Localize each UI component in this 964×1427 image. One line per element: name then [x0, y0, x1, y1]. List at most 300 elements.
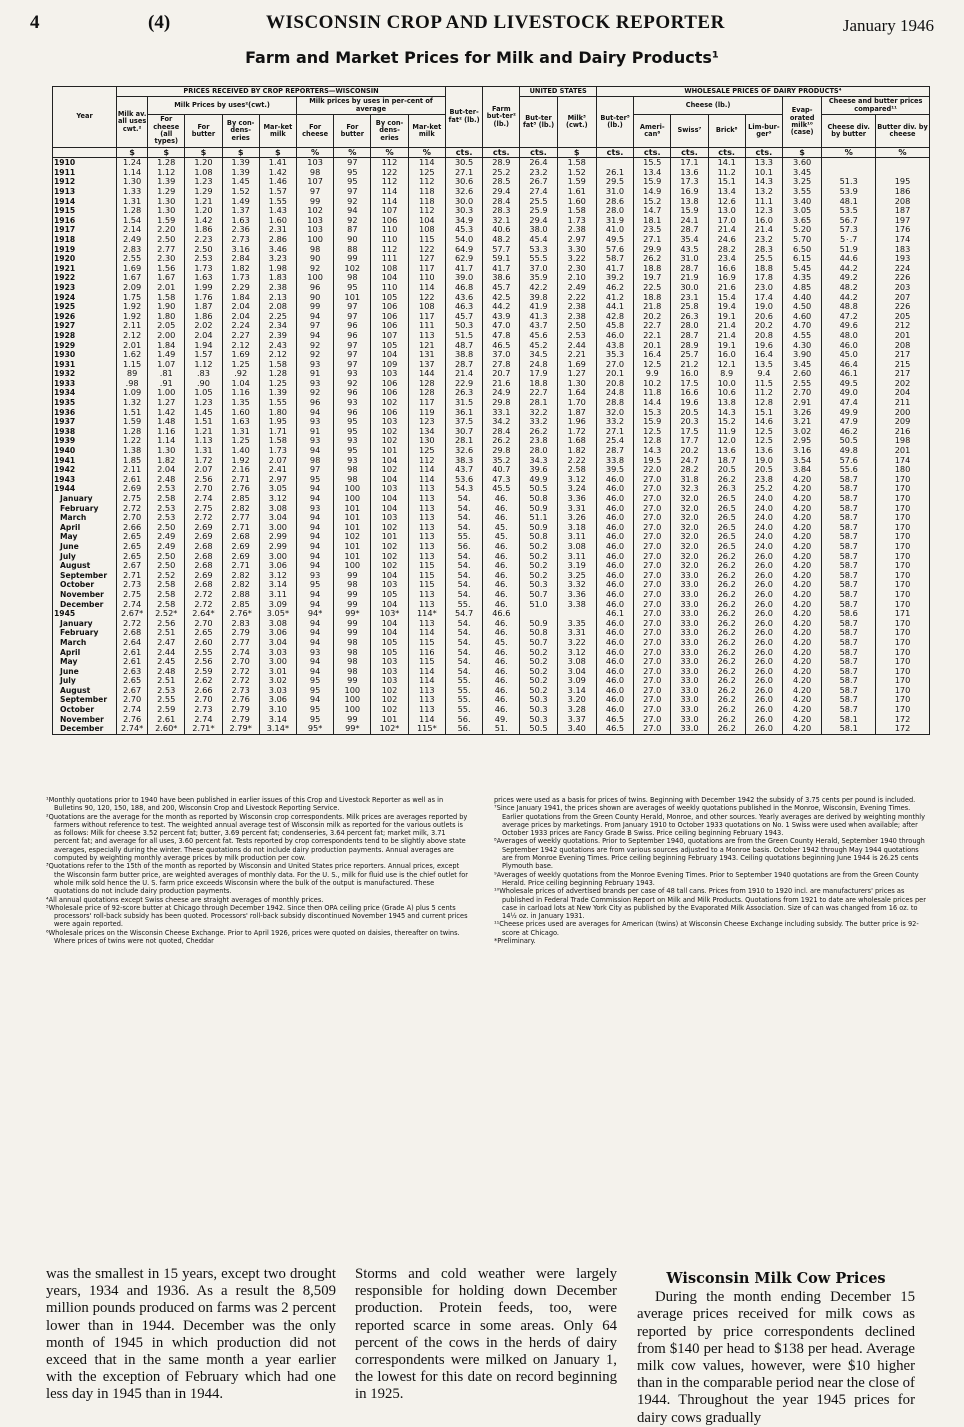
table-cell: 58.7: [596, 254, 633, 264]
table-cell: 19.6: [745, 341, 782, 351]
table-cell: 46.0: [596, 638, 633, 648]
price-table-body: [53, 147, 930, 734]
table-cell: 1.28: [148, 158, 185, 168]
table-cell: 46.: [483, 513, 520, 523]
table-cell: 106: [371, 379, 408, 389]
table-cell: 54.7: [445, 609, 482, 619]
table-cell: 88: [334, 245, 371, 255]
table-cell: 2.79*: [222, 724, 259, 734]
table-cell: 16.4: [634, 350, 671, 360]
table-cell: 58.7: [822, 580, 876, 590]
table-cell: 4.20: [783, 494, 822, 504]
table-cell: 2.04: [148, 465, 185, 475]
row-label: [53, 147, 117, 158]
table-cell: 46.0: [596, 532, 633, 542]
table-cell: 1.59: [117, 417, 148, 427]
table-cell: 89: [117, 369, 148, 379]
table-cell: 44.2: [483, 302, 520, 312]
table-cell: 50.9: [520, 523, 557, 533]
table-cell: cts.: [671, 147, 708, 158]
table-cell: 58.7: [822, 686, 876, 696]
table-cell: 170: [876, 571, 930, 581]
table-cell: 54.: [445, 552, 482, 562]
table-cell: 46.0: [596, 590, 633, 600]
table-cell: 26.2: [708, 638, 745, 648]
table-cell: 1.69: [117, 264, 148, 274]
table-cell: 26.0: [745, 715, 782, 725]
table-cell: 3.16: [222, 245, 259, 255]
table-cell: 3.08: [557, 542, 596, 552]
table-cell: 2.01: [148, 283, 185, 293]
table-cell: 20.8: [745, 331, 782, 341]
table-cell: 1.58: [557, 206, 596, 216]
table-cell: 16.6: [671, 388, 708, 398]
table-row: [53, 235, 930, 245]
table-cell: 97: [297, 187, 334, 197]
header-farm-butter: Farm but-ter² (lb.): [483, 87, 520, 148]
table-cell: 12.8: [745, 398, 782, 408]
table-cell: 1.73: [259, 446, 296, 456]
table-cell: 12.5: [634, 427, 671, 437]
table-cell: 1.45: [222, 177, 259, 187]
table-cell: 1.39: [222, 158, 259, 168]
table-cell: 170: [876, 532, 930, 542]
table-cell: 57.7: [483, 245, 520, 255]
table-cell: 12.5: [634, 360, 671, 370]
table-cell: 35.2: [483, 456, 520, 466]
table-cell: 2.75: [185, 504, 222, 514]
table-cell: 28.1: [520, 398, 557, 408]
table-cell: 4.30: [783, 341, 822, 351]
table-cell: 2.71: [222, 561, 259, 571]
table-cell: 94: [297, 312, 334, 322]
table-cell: 2.66: [117, 523, 148, 533]
table-cell: 46.: [483, 695, 520, 705]
table-cell: 107: [371, 206, 408, 216]
table-cell: 22.7: [634, 321, 671, 331]
table-cell: 28.9: [483, 158, 520, 168]
header-condenseries-pct: By con-dens-eries: [371, 115, 408, 148]
table-cell: 2.30: [557, 264, 596, 274]
table-cell: 27.1: [596, 427, 633, 437]
table-cell: 93: [297, 504, 334, 514]
table-cell: 26.2: [634, 254, 671, 264]
table-cell: 104: [371, 494, 408, 504]
table-cell: 21.4: [708, 225, 745, 235]
table-cell: 46.0: [596, 523, 633, 533]
table-cell: 1.70: [557, 398, 596, 408]
table-cell: 51.: [483, 724, 520, 734]
table-cell: 46.2: [822, 427, 876, 437]
table-cell: 28.0: [596, 206, 633, 216]
table-cell: 26.0: [745, 667, 782, 677]
table-cell: 55.6: [822, 465, 876, 475]
table-cell: 2.23: [185, 235, 222, 245]
row-label: May: [53, 532, 117, 542]
table-cell: 13.5: [745, 360, 782, 370]
table-cell: 2.97: [259, 475, 296, 485]
table-cell: 2.49: [148, 542, 185, 552]
table-cell: 1.00: [148, 388, 185, 398]
table-cell: 176: [876, 225, 930, 235]
table-cell: 39.0: [445, 273, 482, 283]
table-cell: 51.0: [520, 600, 557, 610]
table-cell: 102: [371, 465, 408, 475]
table-cell: 14.7: [634, 206, 671, 216]
table-cell: 2.58: [148, 494, 185, 504]
table-cell: 2.11: [117, 321, 148, 331]
table-cell: 11.2: [708, 168, 745, 178]
table-cell: 2.60: [783, 369, 822, 379]
table-cell: 1.31: [185, 446, 222, 456]
table-cell: 46.0: [596, 657, 633, 667]
row-label: November: [53, 590, 117, 600]
table-cell: 113: [408, 542, 445, 552]
table-row: [53, 312, 930, 322]
table-cell: 2.71: [222, 523, 259, 533]
table-cell: 1.45: [185, 408, 222, 418]
header-swiss: Swiss⁷: [671, 115, 708, 148]
table-cell: 55.: [445, 676, 482, 686]
table-cell: 170: [876, 484, 930, 494]
table-cell: 114: [408, 715, 445, 725]
table-cell: 98: [297, 168, 334, 178]
table-cell: 2.31: [259, 225, 296, 235]
table-row: [53, 197, 930, 207]
table-cell: 50.9: [520, 504, 557, 514]
table-cell: 32.0: [671, 523, 708, 533]
table-cell: 97: [334, 312, 371, 322]
table-cell: 1.30: [148, 197, 185, 207]
table-cell: 170: [876, 628, 930, 638]
table-cell: 58.7: [822, 590, 876, 600]
table-cell: 35.3: [596, 350, 633, 360]
table-cell: 46.0: [596, 494, 633, 504]
table-cell: 46.: [483, 657, 520, 667]
table-cell: 95: [297, 676, 334, 686]
table-cell: 2.13: [259, 293, 296, 303]
table-cell: 49.5: [822, 379, 876, 389]
table-cell: 2.34: [259, 321, 296, 331]
table-cell: 27.0: [634, 532, 671, 542]
table-cell: 2.85: [222, 600, 259, 610]
table-cell: 106: [371, 321, 408, 331]
table-cell: 27.0: [634, 705, 671, 715]
table-cell: 97: [334, 350, 371, 360]
table-cell: 101: [371, 446, 408, 456]
footnotes-right: [494, 796, 930, 945]
table-row: [53, 187, 930, 197]
table-cell: 46.0: [822, 341, 876, 351]
table-cell: 28.3: [745, 245, 782, 255]
table-cell: 98: [297, 245, 334, 255]
table-cell: 46.0: [596, 513, 633, 523]
table-cell: 2.72: [222, 667, 259, 677]
table-cell: 14.3: [634, 446, 671, 456]
table-cell: 2.58: [148, 590, 185, 600]
table-cell: 1.51: [117, 408, 148, 418]
table-cell: 2.82: [222, 504, 259, 514]
table-cell: 93: [297, 436, 334, 446]
table-cell: 3.08: [259, 504, 296, 514]
table-cell: 3.30: [557, 245, 596, 255]
table-cell: 26.2: [708, 609, 745, 619]
footnote: ⁷Since January 1941, the prices shown are averages of weekly quotations published in the Monroe, Wisconsin, Evening Times. Earlier quotations from the Green County Herald, Monroe, and other sources. Yearly averages are derived by weighting monthly average prices by marketings. From January 1910 to October 1933 quotations on No. 1 Swiss were used when available; after October 1933 prices are Fancy Grade B Swiss. Price ceiling beginning February 1943.: [494, 804, 925, 838]
table-cell: 50.8: [520, 628, 557, 638]
row-label: 1923: [53, 283, 117, 293]
table-cell: 10.1: [745, 168, 782, 178]
table-cell: 1.58: [259, 436, 296, 446]
table-cell: 1.60: [259, 216, 296, 226]
table-cell: 23.0: [745, 283, 782, 293]
table-cell: 45.2: [520, 341, 557, 351]
footnote: ⁶Wholesale prices on the Wisconsin Cheese Exchange. Prior to April 1926, prices were quoted on daisies, thereafter on twins. Where prices of twins were not quoted, Cheddar: [46, 928, 460, 946]
table-cell: 99: [334, 571, 371, 581]
table-cell: 2.59: [148, 705, 185, 715]
table-cell: 11.9: [708, 427, 745, 437]
table-cell: 98: [334, 657, 371, 667]
table-cell: 18.8: [634, 264, 671, 274]
table-cell: 45.4: [520, 235, 557, 245]
header-butter-price: For butter: [185, 115, 222, 148]
table-cell: 90: [297, 254, 334, 264]
table-cell: 170: [876, 475, 930, 485]
table-cell: 48.2: [822, 283, 876, 293]
table-cell: 2.67*: [117, 609, 148, 619]
table-cell: 3.11: [557, 532, 596, 542]
table-cell: 94: [297, 408, 334, 418]
table-cell: 1.48: [148, 417, 185, 427]
table-cell: 3.45: [783, 360, 822, 370]
table-cell: 2.79: [222, 715, 259, 725]
table-cell: 45.7: [483, 283, 520, 293]
table-cell: 104: [371, 456, 408, 466]
table-cell: 3.12: [259, 571, 296, 581]
table-cell: 3.02: [783, 427, 822, 437]
footnotes-left: [46, 796, 470, 945]
table-cell: 13.3: [745, 158, 782, 168]
table-cell: 50.3: [520, 695, 557, 705]
table-cell: 4.20: [783, 695, 822, 705]
table-cell: 50.2: [520, 571, 557, 581]
table-cell: 1.28: [259, 369, 296, 379]
table-cell: 55.: [445, 686, 482, 696]
table-cell: 25.4: [596, 436, 633, 446]
table-row: [53, 600, 930, 610]
row-label: 1943: [53, 475, 117, 485]
table-cell: 30.3: [445, 206, 482, 216]
table-cell: 101: [334, 523, 371, 533]
table-cell: 115: [408, 235, 445, 245]
table-cell: 24.7: [671, 456, 708, 466]
table-cell: 49.9: [822, 408, 876, 418]
table-row: [53, 628, 930, 638]
table-cell: 58.7: [822, 523, 876, 533]
table-cell: [596, 158, 633, 168]
table-cell: 115: [408, 561, 445, 571]
table-cell: 114: [408, 283, 445, 293]
table-cell: 101: [334, 293, 371, 303]
table-cell: 26.0: [745, 638, 782, 648]
table-cell: 3.37: [557, 715, 596, 725]
group-united-states: UNITED STATES: [520, 87, 597, 97]
table-cell: 21.6: [708, 283, 745, 293]
table-cell: 2.47: [148, 638, 185, 648]
table-cell: 2.97: [557, 235, 596, 245]
table-cell: 4.20: [783, 628, 822, 638]
table-cell: 4.20: [783, 542, 822, 552]
table-cell: 50.2: [520, 667, 557, 677]
table-cell: 27.0: [634, 504, 671, 514]
table-cell: 54.: [445, 638, 482, 648]
table-cell: 94: [297, 494, 334, 504]
table-cell: 97: [334, 341, 371, 351]
table-cell: 21.4: [708, 321, 745, 331]
table-cell: 170: [876, 590, 930, 600]
table-cell: 54.: [445, 657, 482, 667]
table-cell: $: [783, 147, 822, 158]
table-cell: 200: [876, 408, 930, 418]
table-cell: 47.8: [483, 331, 520, 341]
table-cell: 2.58: [557, 465, 596, 475]
table-cell: 128: [408, 388, 445, 398]
table-cell: 170: [876, 513, 930, 523]
table-cell: 26.0: [745, 657, 782, 667]
table-cell: 28.8: [596, 398, 633, 408]
table-cell: 58.1: [822, 724, 876, 734]
table-cell: 92: [297, 350, 334, 360]
table-cell: 28.7: [596, 446, 633, 456]
table-cell: 5.45: [783, 264, 822, 274]
table-cell: 114: [408, 676, 445, 686]
table-row: [53, 254, 930, 264]
row-label: 1911: [53, 168, 117, 178]
table-cell: 26.0: [745, 561, 782, 571]
table-cell: 48.2: [483, 235, 520, 245]
table-cell: 94: [297, 619, 334, 629]
table-cell: 51.1: [520, 513, 557, 523]
table-cell: 111: [408, 321, 445, 331]
table-cell: 3.55: [783, 187, 822, 197]
table-cell: 19.1: [708, 312, 745, 322]
table-cell: 38.8: [445, 350, 482, 360]
table-cell: 43.9: [483, 312, 520, 322]
table-cell: 2.65: [117, 542, 148, 552]
table-cell: 5.20: [783, 225, 822, 235]
table-cell: 26.0: [745, 580, 782, 590]
table-cell: 1.08: [185, 168, 222, 178]
table-cell: 1.92: [117, 312, 148, 322]
table-cell: 208: [876, 197, 930, 207]
table-cell: 101: [371, 715, 408, 725]
table-cell: 103: [297, 225, 334, 235]
row-label: 1928: [53, 331, 117, 341]
table-cell: 46.6: [483, 609, 520, 619]
table-row: [53, 523, 930, 533]
table-cell: 94: [297, 542, 334, 552]
footnote: ²Quotations are the average for the month as reported by Wisconsin crop correspondents. Milk prices are averages reported by farmers without reference to test. The weighted annual average test of Wisconsin milk as reported for the various outlets is as follows: Milk for cheese 3.52 percent fat; butter, 3.69 percent fat; condenseries, 3.64 percent fat; market milk, 3.71 percent fat; and average for all uses, 3.60 percent fat. Tests reported by crop correspondents tend to be slightly above state averages, especially during the winter. These quotations do not include dairy production payments. Annual averages are computed by weighting monthly average prices by milk production per cow.: [46, 812, 468, 863]
table-cell: 15.4: [708, 293, 745, 303]
table-cell: 46.0: [596, 648, 633, 658]
table-cell: 111: [371, 254, 408, 264]
table-row: [53, 667, 930, 677]
table-cell: 170: [876, 542, 930, 552]
table-cell: 26.2: [708, 724, 745, 734]
table-cell: 1.07: [148, 360, 185, 370]
table-cell: 3.08: [557, 657, 596, 667]
table-cell: 16.9: [708, 273, 745, 283]
table-cell: 98: [297, 456, 334, 466]
table-cell: 36.1: [445, 408, 482, 418]
table-cell: 57.6: [822, 456, 876, 466]
table-cell: 2.79: [222, 628, 259, 638]
table-cell: 119: [408, 408, 445, 418]
table-cell: 46.4: [822, 360, 876, 370]
table-cell: 46.0: [596, 628, 633, 638]
table-cell: 2.04: [222, 302, 259, 312]
table-cell: 58.6: [822, 609, 876, 619]
table-cell: 4.20: [783, 475, 822, 485]
table-cell: 3.05: [259, 484, 296, 494]
table-cell: 17.7: [671, 436, 708, 446]
table-cell: 29.8: [483, 398, 520, 408]
table-cell: 55.: [445, 532, 482, 542]
table-cell: 103: [371, 676, 408, 686]
table-cell: 2.76: [117, 715, 148, 725]
table-cell: 2.76*: [222, 609, 259, 619]
table-cell: 2.99: [259, 532, 296, 542]
table-row: [53, 456, 930, 466]
table-cell: 102: [371, 542, 408, 552]
table-row: [53, 331, 930, 341]
table-cell: 97: [334, 158, 371, 168]
table-cell: 17.1: [671, 158, 708, 168]
row-label: 1927: [53, 321, 117, 331]
table-cell: 58.7: [822, 513, 876, 523]
table-cell: 18.8: [634, 293, 671, 303]
table-row: [53, 245, 930, 255]
table-cell: 2.44: [557, 341, 596, 351]
table-cell: 2.67: [117, 686, 148, 696]
table-cell: 1.38: [117, 446, 148, 456]
table-cell: 26.2: [520, 427, 557, 437]
table-cell: 95: [297, 686, 334, 696]
table-cell: 125: [408, 168, 445, 178]
table-cell: 4.20: [783, 532, 822, 542]
table-cell: 102: [371, 695, 408, 705]
table-cell: 12.5: [745, 436, 782, 446]
group-milk-by-uses: Milk Prices by uses²(cwt.): [148, 97, 297, 115]
table-cell: 24.0: [745, 532, 782, 542]
table-cell: 27.0: [634, 657, 671, 667]
table-cell: 4.20: [783, 676, 822, 686]
table-cell: 2.00: [148, 331, 185, 341]
table-cell: 2.71: [222, 475, 259, 485]
table-cell: 24.6: [708, 235, 745, 245]
table-cell: 102: [334, 264, 371, 274]
table-cell: 46.: [483, 619, 520, 629]
row-label: February: [53, 504, 117, 514]
table-cell: 46.0: [596, 331, 633, 341]
table-cell: 2.64: [117, 638, 148, 648]
table-cell: 9.9: [634, 369, 671, 379]
table-cell: 93: [297, 417, 334, 427]
table-cell: 2.05: [148, 321, 185, 331]
table-cell: 94: [297, 600, 334, 610]
table-cell: 102: [371, 523, 408, 533]
table-cell: 2.27: [222, 331, 259, 341]
table-cell: 2.65: [117, 532, 148, 542]
